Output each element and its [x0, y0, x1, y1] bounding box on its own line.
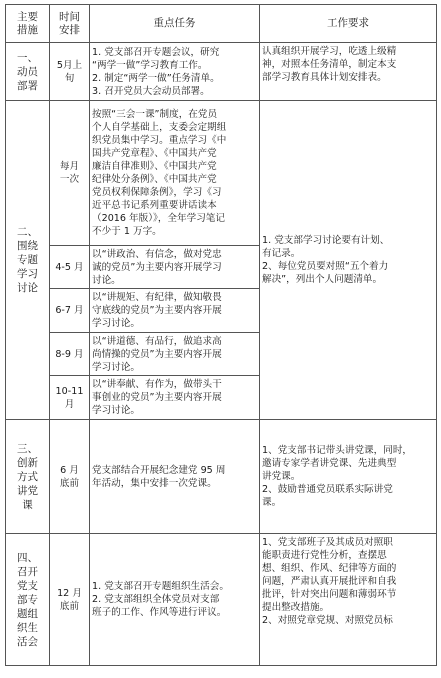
- task-cell: [90, 43, 260, 101]
- measure-line: 创新: [17, 456, 38, 469]
- header-requirement: 工作要求: [260, 5, 437, 43]
- requirement-line: 1、党支部书记带头讲党课，同时，: [262, 445, 413, 456]
- measure-line: 织生: [17, 621, 38, 634]
- measure-line: 讲党: [17, 484, 38, 497]
- requirement-line: 课。: [262, 497, 282, 508]
- schedule-cell: [50, 101, 90, 246]
- task-line: 近平总书记系列重要讲话读本: [92, 200, 217, 211]
- measure-line: 三、: [17, 442, 38, 455]
- table-header-row: [6, 5, 437, 43]
- measure-line: 召开: [17, 565, 38, 578]
- table-row: [6, 420, 437, 534]
- task-line: 尚情操的党员”为主要内容开展: [92, 348, 222, 360]
- header-task: 重点任务: [90, 5, 260, 43]
- measure-line: 四、: [17, 551, 38, 564]
- task-line: 党员权利保障条例》，学习《习: [92, 187, 222, 198]
- schedule-line: 6 月: [60, 464, 79, 476]
- schedule-line: 底前: [59, 600, 80, 612]
- requirement-line: 1、党支部班子及其成员对照职: [262, 537, 393, 548]
- task-cell: [90, 246, 260, 289]
- requirement-line: 提出整改措施。: [262, 602, 330, 613]
- task-line: 年活动，集中安排一次党课。: [92, 477, 217, 489]
- schedule-line: 8-9 月: [55, 348, 84, 360]
- task-line: 守底线的党员”为主要内容开展: [92, 305, 222, 316]
- measure-line: 题组: [17, 607, 38, 620]
- task-line: 学习讨论。: [92, 318, 140, 329]
- task-line: 班子的工作、作风等进行评议。: [92, 607, 227, 618]
- schedule-cell: [50, 534, 90, 666]
- requirement-cell: [260, 101, 437, 420]
- measure-line: 学习: [17, 268, 38, 280]
- task-line: 纪律处分条例》、《中国共产党: [92, 174, 217, 185]
- schedule-line: 一次: [59, 174, 80, 185]
- header-schedule-line: 时间: [59, 10, 80, 23]
- task-line: 个人自学基础上，支委会定期组: [92, 122, 227, 133]
- work-plan-table: [5, 4, 437, 666]
- task-line: 按照“三会一课”制度，在党员: [92, 109, 218, 120]
- table-row: [6, 101, 437, 246]
- task-line: 织党员集中学习。重点学习《中: [92, 135, 227, 146]
- task-cell: [90, 101, 260, 246]
- task-line: 国共产党章程》、《中国共产党: [92, 148, 217, 159]
- task-line: 以“讲奉献、有作为，做带头干: [92, 379, 222, 390]
- schedule-cell: [50, 246, 90, 289]
- requirement-cell: [260, 534, 437, 666]
- header-schedule: [50, 5, 90, 43]
- requirement-line: 神，对照本任务清单，制定本支: [262, 59, 397, 70]
- schedule-line: 10-11: [55, 385, 84, 397]
- task-line: （2016 年版）》，全年学习笔记: [92, 213, 225, 224]
- measure-line: 一、: [17, 51, 38, 64]
- measure-line: 动员: [17, 65, 38, 78]
- requirement-line: 批评，针对突出问题和薄弱环节: [262, 589, 397, 600]
- header-measure-line: 措施: [17, 23, 38, 36]
- schedule-line: 每月: [59, 161, 80, 172]
- measure-line: 活会: [17, 635, 38, 648]
- requirement-line: 1. 党支部学习讨论要有计划、: [262, 235, 390, 246]
- task-line: 3. 召开党员大会动员部署。: [92, 85, 210, 97]
- schedule-cell: [50, 420, 90, 534]
- schedule-cell: [50, 376, 90, 420]
- table-row: [6, 43, 437, 101]
- header-measure-line: 主要: [17, 10, 38, 23]
- schedule-cell: [50, 43, 90, 101]
- measure-line: 讨论: [17, 282, 38, 294]
- requirement-line: 想、组织、作风、纪律等方面的: [262, 563, 397, 574]
- measure-line: 专题: [17, 254, 38, 266]
- schedule-line: 12 月: [57, 587, 82, 599]
- schedule-line: 4-5 月: [55, 261, 84, 273]
- task-line: 讨论。: [92, 274, 121, 286]
- task-cell: [90, 333, 260, 376]
- requirement-line: 2、每位党员要对照“五个着力: [262, 261, 389, 272]
- measure-line: 部署: [17, 79, 38, 92]
- measure-line: 党支: [17, 579, 38, 592]
- task-line: 以“讲道德、有品行，做追求高: [92, 335, 222, 347]
- task-cell: [90, 420, 260, 534]
- task-line: 1. 党支部召开专题会议，研究: [92, 46, 220, 58]
- requirement-line: 认真组织开展学习，吃透上级精: [262, 46, 397, 57]
- task-line: 2. 党支部组织全体党员对支部: [92, 594, 220, 605]
- requirement-line: 邀请专家学者讲党课、先进典型: [262, 458, 397, 469]
- measure-line: 围绕: [17, 240, 38, 252]
- measure-cell: [6, 534, 50, 666]
- measure-cell: [6, 101, 50, 420]
- requirement-line: 解决”，列出个人问题清单。: [262, 274, 383, 285]
- requirement-cell: [260, 420, 437, 534]
- schedule-line: 6-7 月: [55, 305, 84, 316]
- measure-cell: [6, 43, 50, 101]
- task-line: 廉洁自律准则》、《中国共产党: [92, 161, 217, 172]
- task-cell: [90, 289, 260, 333]
- task-line: 不少于 1 万字。: [92, 226, 162, 237]
- table-row: [6, 534, 437, 666]
- task-line: 党支部结合开展纪念建党 95 周: [92, 464, 226, 476]
- task-cell: [90, 376, 260, 420]
- requirement-line: 2、鼓励普通党员联系实际讲党: [262, 484, 393, 495]
- work-plan-sheet: [5, 4, 436, 678]
- requirement-line: 部学习教育具体计划安排表。: [262, 72, 387, 83]
- schedule-cell: [50, 333, 90, 376]
- schedule-line: 5月上: [56, 59, 83, 71]
- schedule-line: 旬: [64, 72, 75, 84]
- task-line: “两学一做”学习教育工作。: [92, 59, 208, 71]
- schedule-cell: [50, 289, 90, 333]
- task-line: 学习讨论。: [92, 361, 140, 373]
- task-line: 以“讲政治、有信念，做对党忠: [92, 248, 222, 260]
- task-line: 学习讨论。: [92, 405, 140, 416]
- header-measure: [6, 5, 50, 43]
- measure-line: 课: [22, 498, 33, 511]
- requirement-line: 2、对照党章党规、对照党员标: [262, 615, 393, 626]
- measure-line: 二、: [17, 226, 38, 238]
- requirement-line: 能职责进行党性分析，查摆思: [262, 550, 387, 561]
- task-line: 以“讲规矩、有纪律，做知敬畏: [92, 292, 222, 303]
- measure-line: 部专: [17, 593, 38, 606]
- task-line: 2. 制定“两学一做”任务清单。: [92, 72, 220, 84]
- measure-cell: [6, 420, 50, 534]
- schedule-line: 底前: [59, 477, 80, 489]
- schedule-line: 月: [64, 398, 75, 410]
- header-schedule-line: 安排: [59, 23, 80, 36]
- task-line: 事创业的党员”为主要内容开展: [92, 392, 222, 403]
- measure-line: 方式: [17, 470, 38, 483]
- task-line: 诚的党员”为主要内容开展学习: [92, 261, 222, 273]
- requirement-line: 有记录。: [262, 248, 301, 259]
- task-cell: [90, 534, 260, 666]
- requirement-line: 讲党课。: [262, 471, 301, 482]
- requirement-cell: [260, 43, 437, 101]
- task-line: 1. 党支部召开专题组织生活会。: [92, 581, 229, 592]
- requirement-line: 问题，严肃认真开展批评和自我: [262, 576, 397, 587]
